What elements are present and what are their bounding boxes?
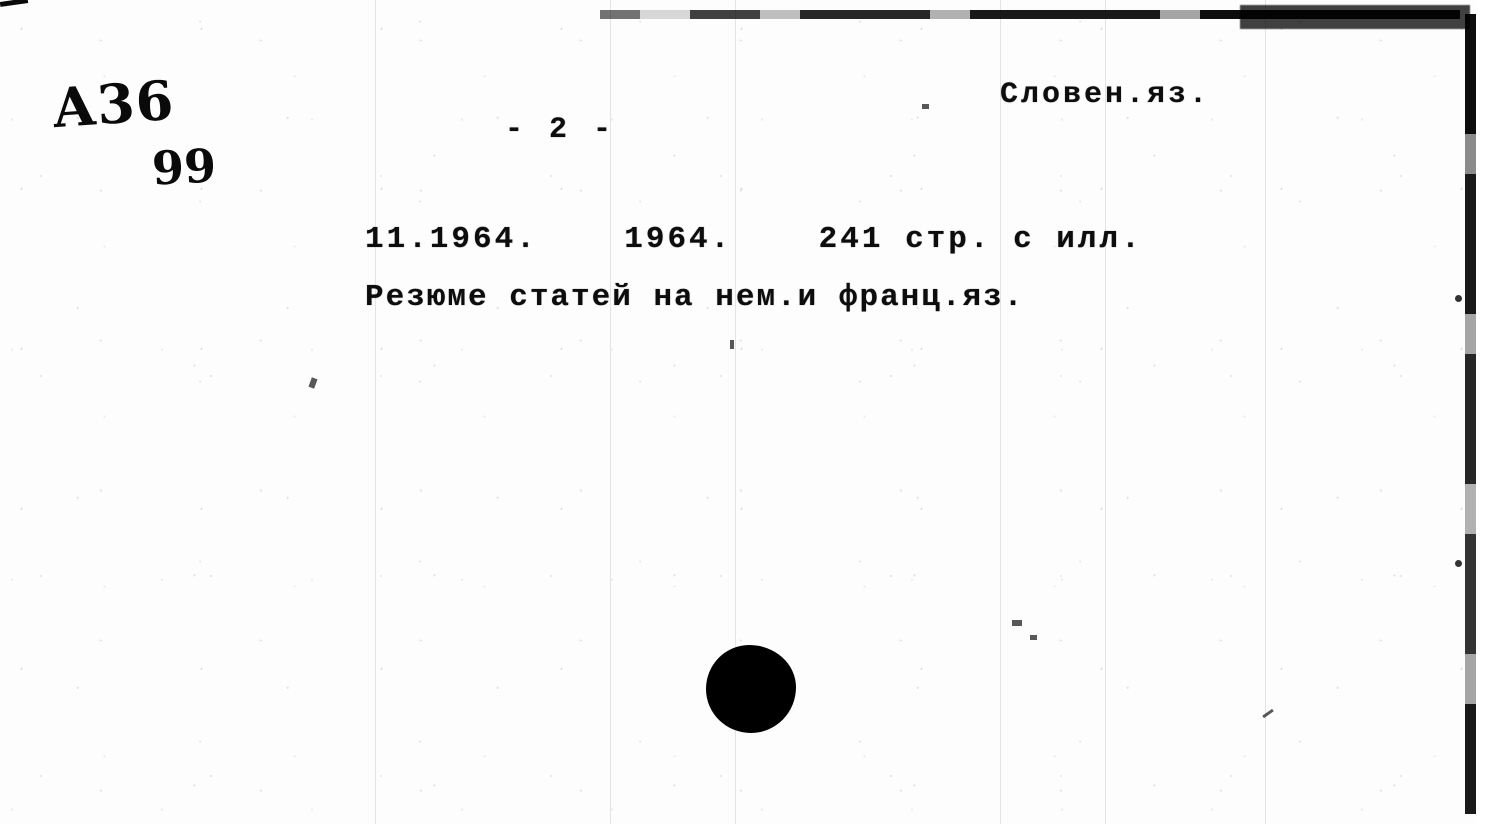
ink-blot-mark (706, 645, 796, 733)
fold-line (1000, 0, 1001, 824)
stray-mark (1012, 620, 1022, 626)
ink-speck (1455, 295, 1462, 302)
handwritten-call-number-top: А36 (49, 67, 177, 141)
fold-line (375, 0, 376, 824)
card-outer-margin (1476, 0, 1490, 824)
fold-line (1105, 0, 1106, 824)
stray-mark (922, 104, 929, 109)
card-top-border-corner (1240, 5, 1470, 29)
page-number: - 2 - (505, 113, 616, 147)
summary-line: Резюме статей на нем.и франц.яз. (365, 280, 1025, 315)
card-right-border (1465, 14, 1476, 814)
issue-line: 11.1964. 1964. 241 стр. с илл. (365, 222, 1143, 257)
fold-line (1265, 0, 1266, 824)
stray-mark (730, 340, 734, 349)
handwritten-call-number-bottom: 99 (150, 138, 218, 196)
ink-speck (1455, 560, 1462, 567)
stray-mark (1030, 635, 1037, 640)
language-label: Словен.яз. (1000, 78, 1211, 112)
stray-mark (308, 377, 317, 388)
handwritten-dash-mark (0, 0, 28, 7)
stray-mark (1262, 709, 1274, 718)
